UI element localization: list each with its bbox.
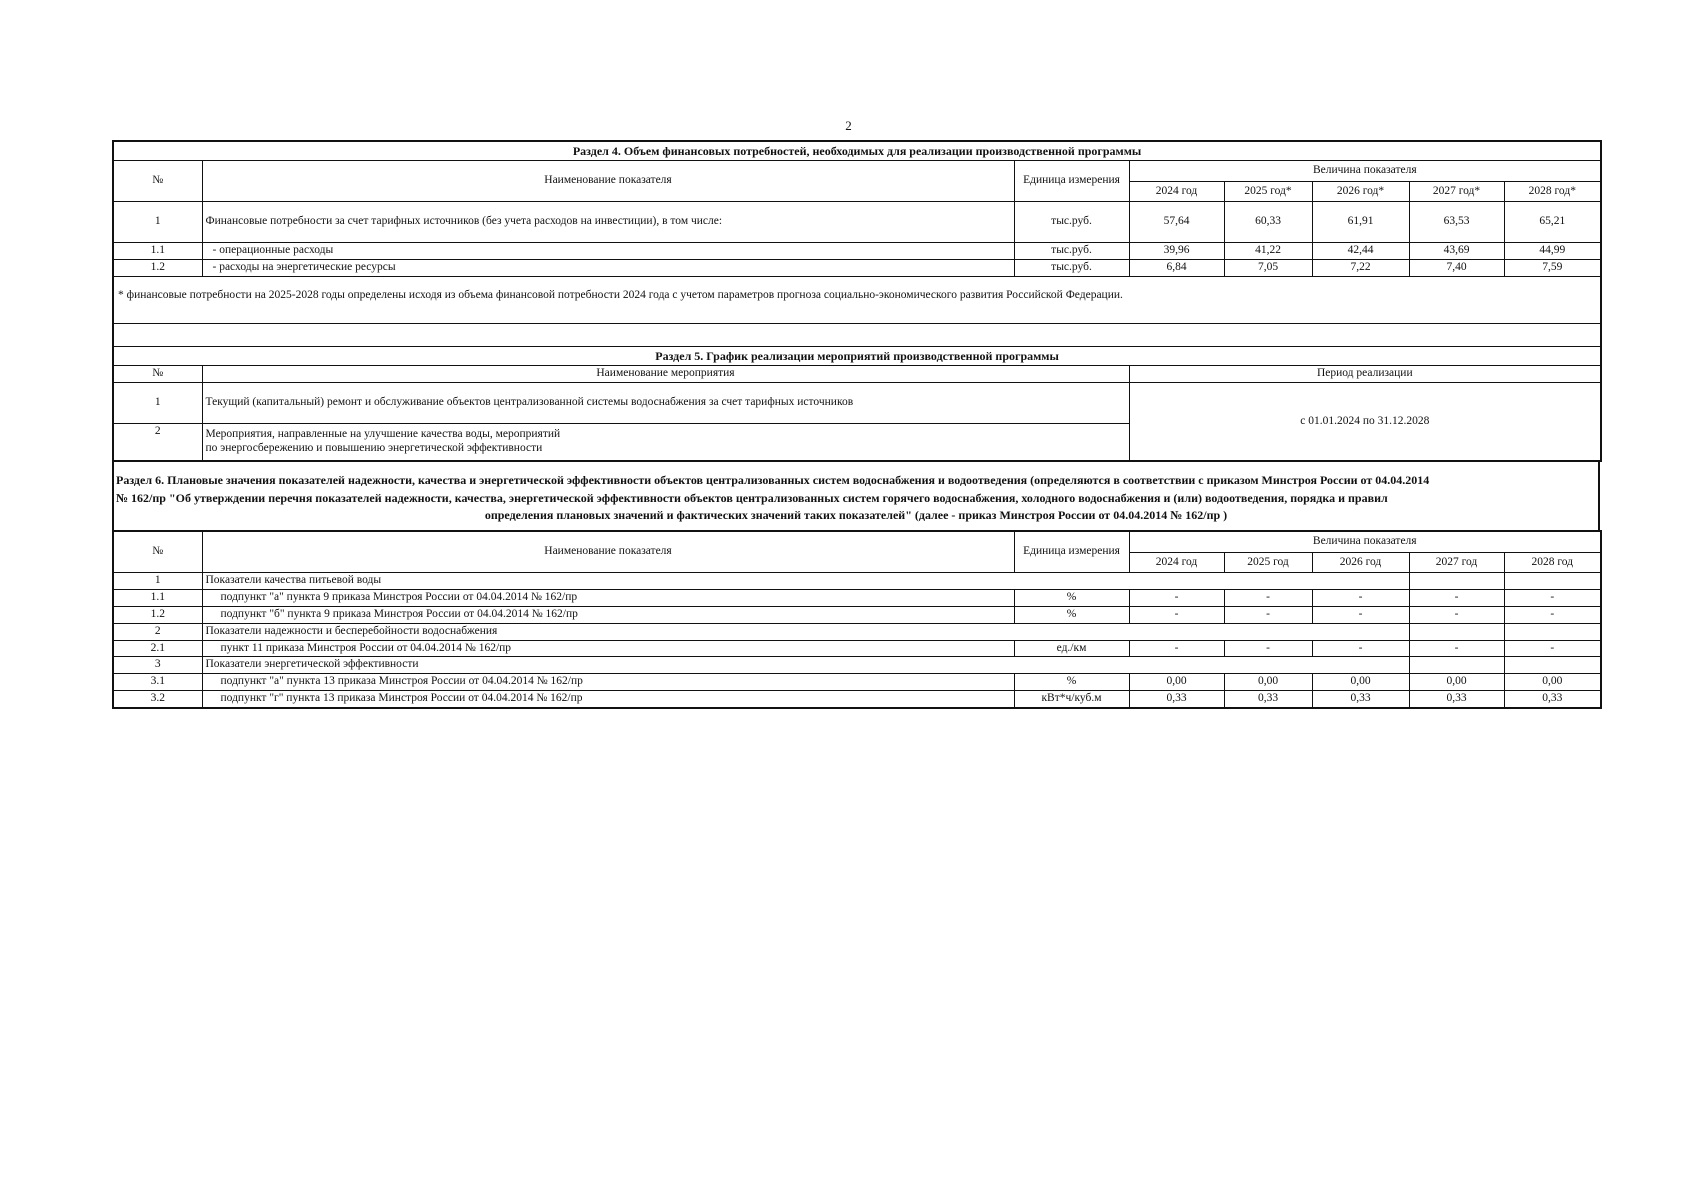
row-value: - [1129, 640, 1224, 657]
period-cell: с 01.01.2024 по 31.12.2028 [1129, 383, 1601, 462]
row-value: 0,33 [1504, 690, 1601, 707]
row-value: - [1129, 606, 1224, 623]
s4-header-num: № [113, 161, 202, 202]
row-value: 41,22 [1224, 243, 1312, 260]
row-value: 44,99 [1504, 243, 1601, 260]
row-unit: тыс.руб. [1014, 202, 1129, 243]
row-value: 39,96 [1129, 243, 1224, 260]
table-row [113, 606, 1601, 623]
section4-note: * финансовые потребности на 2025-2028 годы определены исходя из объема финансовой потребности 2024 года с учетом параметров прогноза социально-экономического развития Российской Федерации. [113, 276, 1601, 323]
row-value: - [1312, 590, 1409, 607]
row-name: Показатели надежности и бесперебойности водоснабжения [202, 623, 1409, 640]
row-name: - расходы на энергетические ресурсы [202, 260, 1014, 277]
row-num: 1 [113, 202, 202, 243]
row-unit: % [1014, 674, 1129, 691]
row-num: 1.1 [113, 590, 202, 607]
row-value: 7,05 [1224, 260, 1312, 277]
row-name: подпункт "а" пункта 13 приказа Минстроя России от 04.04.2014 № 162/пр [202, 674, 1014, 691]
s4-header-year: 2026 год* [1312, 181, 1409, 202]
table-row [113, 202, 1601, 243]
row-value: 0,33 [1224, 690, 1312, 707]
row-unit: тыс.руб. [1014, 243, 1129, 260]
row-value: - [1409, 640, 1504, 657]
table-row [113, 573, 1601, 590]
row-num: 3 [113, 657, 202, 674]
row-num: 1 [113, 383, 202, 424]
section6-title-line: Раздел 6. Плановые значения показателей надежности, качества и энергетической эффективности объектов централизованных систем водоснабжения и водоотведения (определяются в соответствии с приказом Минстроя России от 04.04.2014 [116, 473, 1430, 488]
row-value: 61,91 [1312, 202, 1409, 243]
s6-header-name: Наименование показателя [202, 531, 1014, 573]
page-number: 2 [845, 118, 852, 133]
empty-cell [1409, 623, 1504, 640]
s4-header-year: 2024 год [1129, 181, 1224, 202]
section6-title [112, 462, 1600, 530]
s5-header-num: № [113, 366, 202, 383]
row-name: Текущий (капитальный) ремонт и обслуживание объектов централизованной системы водоснабжения за счет тарифных источников [202, 383, 1129, 424]
row-num: 1.2 [113, 606, 202, 623]
row-unit: % [1014, 590, 1129, 607]
table-row [113, 590, 1601, 607]
row-name: подпункт "а" пункта 9 приказа Минстроя России от 04.04.2014 № 162/пр [202, 590, 1014, 607]
row-value: 7,59 [1504, 260, 1601, 277]
row-unit: ед./км [1014, 640, 1129, 657]
row-value: 42,44 [1312, 243, 1409, 260]
row-num: 1.2 [113, 260, 202, 277]
row-value: 57,64 [1129, 202, 1224, 243]
row-unit: % [1014, 606, 1129, 623]
row-unit: тыс.руб. [1014, 260, 1129, 277]
row-name: пункт 11 приказа Минстроя России от 04.04.2014 № 162/пр [202, 640, 1014, 657]
empty-cell [1504, 623, 1601, 640]
row-name: Показатели энергетической эффективности [202, 657, 1409, 674]
row-value: - [1504, 590, 1601, 607]
table-row [113, 260, 1601, 277]
row-value: - [1312, 640, 1409, 657]
row-value: - [1409, 590, 1504, 607]
row-value: 0,33 [1129, 690, 1224, 707]
s5-header-name: Наименование мероприятия [202, 366, 1129, 383]
row-name: Финансовые потребности за счет тарифных источников (без учета расходов на инвестиции), в том числе: [202, 202, 1014, 243]
s6-header-year: 2025 год [1224, 552, 1312, 572]
s6-header-value: Величина показателя [1129, 531, 1601, 552]
row-num: 3.1 [113, 674, 202, 691]
row-name-line: Мероприятия, направленные на улучшение качества воды, мероприятий [205, 428, 561, 441]
row-num: 2 [113, 424, 202, 462]
table-row [113, 674, 1601, 691]
table-row [113, 690, 1601, 707]
table-row [113, 243, 1601, 260]
empty-cell [1409, 573, 1504, 590]
row-value: 7,40 [1409, 260, 1504, 277]
row-value: 65,21 [1504, 202, 1601, 243]
s6-header-year: 2024 год [1129, 552, 1224, 572]
table-row [113, 640, 1601, 657]
s4-header-year: 2025 год* [1224, 181, 1312, 202]
s6-header-unit: Единица измерения [1014, 531, 1129, 573]
s6-header-year: 2027 год [1409, 552, 1504, 572]
row-value: 60,33 [1224, 202, 1312, 243]
row-value: 6,84 [1129, 260, 1224, 277]
row-value: 0,00 [1224, 674, 1312, 691]
row-value: 63,53 [1409, 202, 1504, 243]
s4-header-name: Наименование показателя [202, 161, 1014, 202]
section6-title-line: определения плановых значений и фактических значений таких показателей" (далее - приказ Минстроя России от 04.04.2014 № 162/пр ) [484, 507, 1228, 522]
s4-header-year: 2027 год* [1409, 181, 1504, 202]
empty-cell [1504, 573, 1601, 590]
row-value: 0,00 [1504, 674, 1601, 691]
main-table [112, 140, 1602, 462]
row-value: 0,33 [1409, 690, 1504, 707]
s6-header-year: 2026 год [1312, 552, 1409, 572]
row-value: - [1224, 606, 1312, 623]
row-value: - [1409, 606, 1504, 623]
row-value: - [1312, 606, 1409, 623]
row-num: 2 [113, 623, 202, 640]
section6-table [112, 530, 1602, 708]
section4-title: Раздел 4. Объем финансовых потребностей, необходимых для реализации производственной программы [113, 141, 1601, 161]
s4-header-year: 2028 год* [1504, 181, 1601, 202]
s6-header-num: № [113, 531, 202, 573]
row-unit: кВт*ч/куб.м [1014, 690, 1129, 707]
row-num: 1 [113, 573, 202, 590]
row-num: 1.1 [113, 243, 202, 260]
empty-cell [1504, 657, 1601, 674]
table-row [113, 623, 1601, 640]
row-value: - [1504, 640, 1601, 657]
row-value: 7,22 [1312, 260, 1409, 277]
empty-cell [1409, 657, 1504, 674]
row-name-line: по энергосбережению и повышению энергетической эффективности [205, 442, 543, 455]
row-value: 0,00 [1312, 674, 1409, 691]
row-num: 3.2 [113, 690, 202, 707]
document-sheet [112, 140, 1600, 709]
row-name: - операционные расходы [202, 243, 1014, 260]
row-name: подпункт "г" пункта 13 приказа Минстроя России от 04.04.2014 № 162/пр [202, 690, 1014, 707]
table-row [113, 657, 1601, 674]
row-name: подпункт "б" пункта 9 приказа Минстроя России от 04.04.2014 № 162/пр [202, 606, 1014, 623]
row-value: - [1504, 606, 1601, 623]
empty-row [113, 323, 1601, 346]
s4-header-unit: Единица измерения [1014, 161, 1129, 202]
row-value: - [1129, 590, 1224, 607]
row-num: 2.1 [113, 640, 202, 657]
s6-header-year: 2028 год [1504, 552, 1601, 572]
s5-header-period: Период реализации [1129, 366, 1601, 383]
row-value: - [1224, 590, 1312, 607]
row-name [202, 424, 1129, 462]
row-name: Показатели качества питьевой воды [202, 573, 1409, 590]
row-value: 0,00 [1129, 674, 1224, 691]
row-value: 0,00 [1409, 674, 1504, 691]
row-value: 43,69 [1409, 243, 1504, 260]
row-value: - [1224, 640, 1312, 657]
section6-title-line: № 162/пр "Об утверждении перечня показателей надежности, качества, энергетической эффективности объектов централизованных систем горячего водоснабжения, холодного водоснабжения и (или) водоотведения, порядка и правил [116, 490, 1388, 505]
row-value: 0,33 [1312, 690, 1409, 707]
table-row [113, 383, 1601, 424]
s4-header-value: Величина показателя [1129, 161, 1601, 182]
section5-title: Раздел 5. График реализации мероприятий производственной программы [113, 346, 1601, 365]
